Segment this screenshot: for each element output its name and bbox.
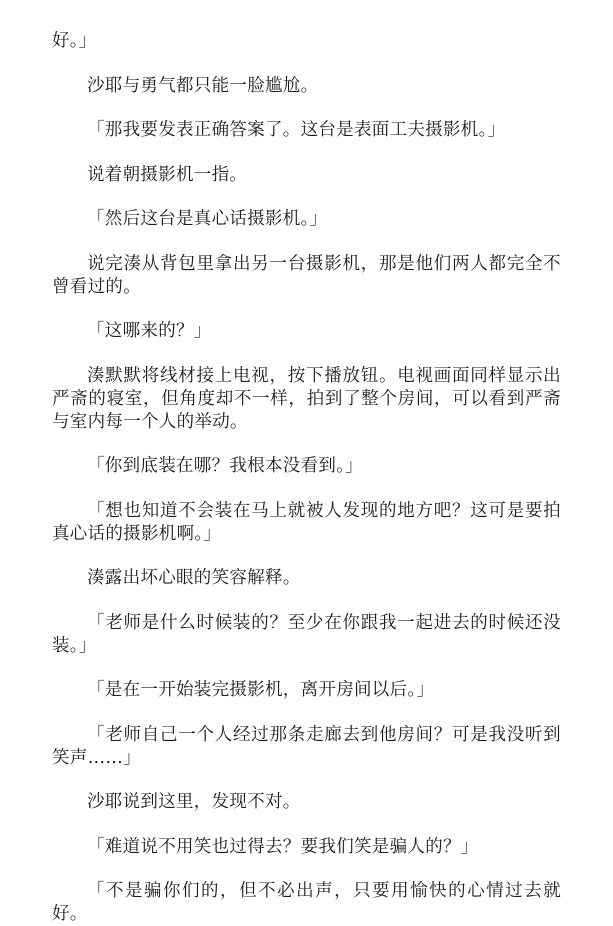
paragraph: 「难道说不用笑也过得去？要我们笑是骗人的？」 [87, 836, 479, 857]
paragraph: 「老师是什么时候装的？至少在你跟我一起进去的时候还没装。」 [52, 612, 561, 656]
paragraph: 「不是骗你们的，但不必出声，只要用愉快的心情过去就好。 [52, 881, 561, 924]
paragraph: 「然后这台是真心话摄影机。」 [87, 209, 328, 229]
paragraph: 「老师自己一个人经过那条走廊去到他房间？可是我没听到笑声……」 [52, 724, 561, 768]
paragraph: 湊露出坏心眼的笑容解释。 [87, 568, 301, 588]
paragraph: 「那我要发表正确答案了。这台是表面工夫摄影机。」 [87, 120, 506, 140]
paragraph: 「想也知道不会装在马上就被人发现的地方吧？这可是要拍真心话的摄影机啊。」 [52, 500, 561, 544]
paragraph: 「你到底装在哪？我根本没看到。」 [87, 456, 364, 476]
paragraph: 「这哪来的？」 [87, 321, 212, 341]
paragraph: 好。」 [52, 31, 97, 51]
paragraph: 湊默默将线材接上电视，按下播放钮。电视画面同样显示出严斋的寝室，但角度却不一样，拍到了整个房间，可以看到严斋与室内每一个人的举动。 [52, 365, 561, 432]
paragraph: 沙耶说到这里，发现不对。 [87, 792, 301, 812]
paragraph: 说着朝摄影机一指。 [87, 164, 248, 185]
paragraph: 说完湊从背包里拿出另一台摄影机，那是他们两人都完全不曾看过的。 [52, 253, 561, 297]
paragraph: 沙耶与勇气都只能一脸尴尬。 [87, 75, 319, 96]
paragraph: 「是在一开始装完摄影机，离开房间以后。」 [87, 680, 435, 700]
